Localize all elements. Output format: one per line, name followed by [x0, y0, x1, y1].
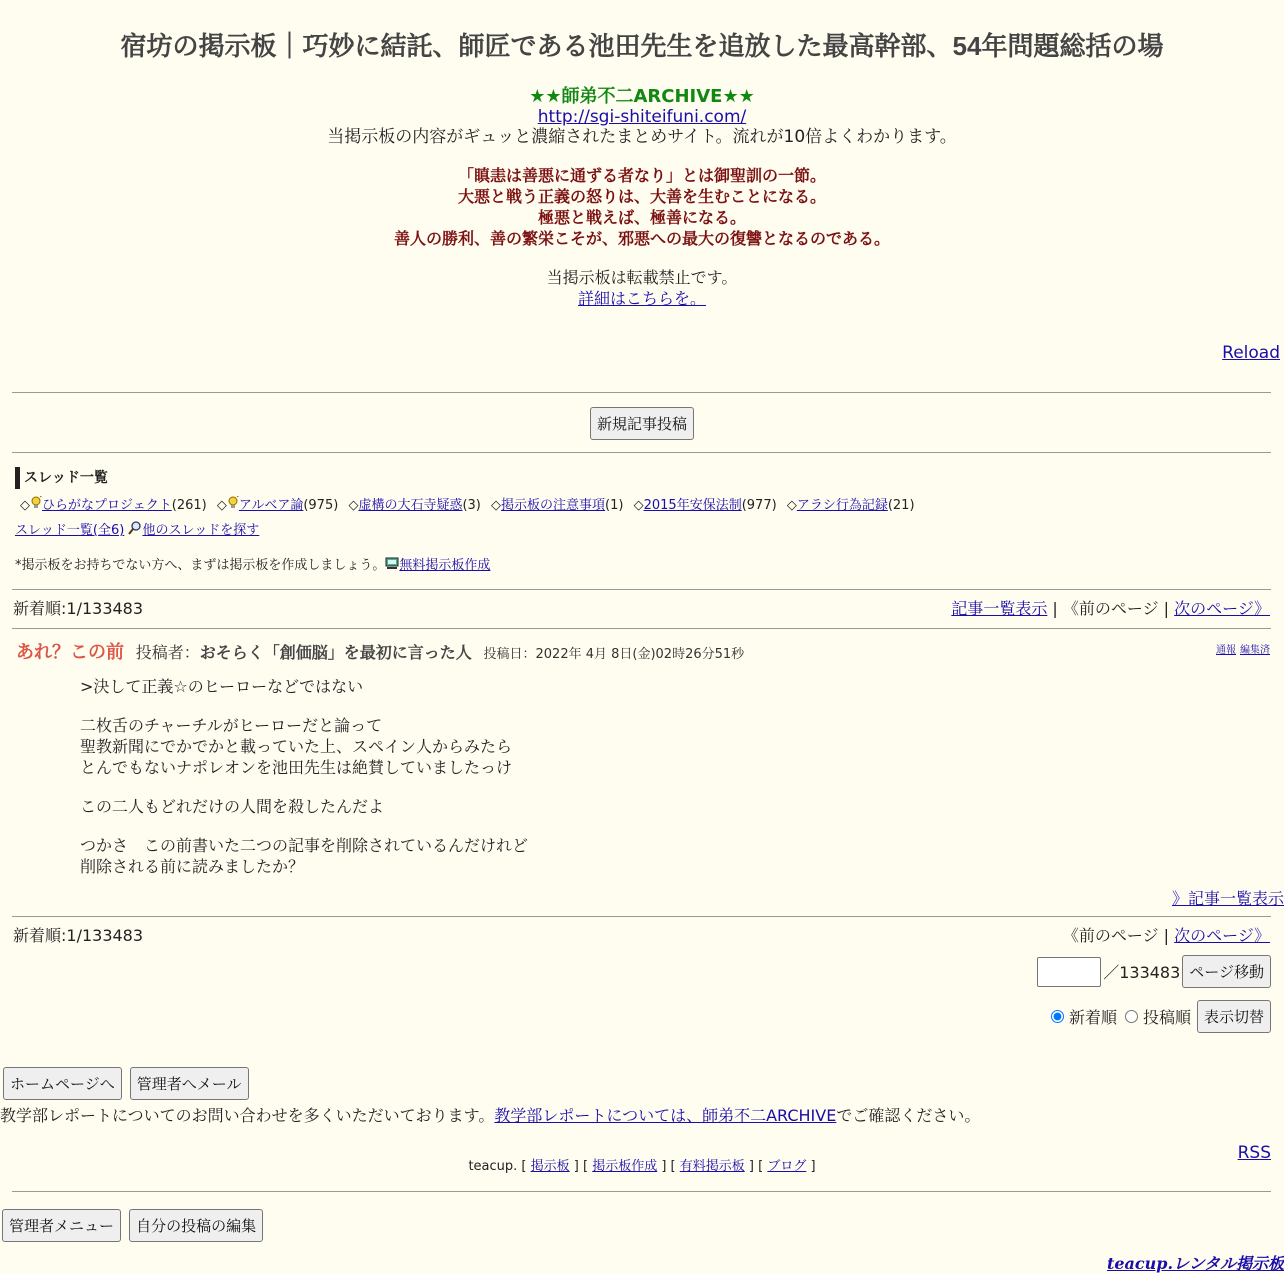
order-post-radio[interactable] — [1125, 1010, 1138, 1023]
thread-link-rules[interactable]: 掲示板の注意事項 — [501, 498, 606, 513]
lightbulb-icon — [227, 496, 239, 510]
quote-line: 善人の勝利、善の繁栄こそが、邪悪への最大の復讐となるのである。 — [393, 229, 890, 248]
admin-mail-button[interactable]: 管理者へメール — [130, 1067, 249, 1100]
page-jump — [1037, 955, 1271, 988]
edit-own-post-button[interactable]: 自分の投稿の編集 — [129, 1209, 263, 1242]
post-header — [16, 642, 744, 666]
free-board-link[interactable]: 無料掲示板作成 — [399, 558, 491, 573]
order-switch: 新着順 投稿順 表示切替 — [1051, 1000, 1271, 1033]
post-paragraph: 二枚舌のチャーチルがヒーローだと論って 聖教新聞にでかでかと載っていた上、スペイン人からみたら とんでもないナポレオンを池田先生は絶賛していましたっけ — [80, 716, 513, 777]
teacup-blog-link[interactable]: ブログ — [767, 1159, 807, 1174]
find-threads-link[interactable]: 他のスレッドを探す — [142, 523, 260, 538]
page-nav-top: 新着順:1/133483 記事一覧表示 | 《前のページ | 次のページ》 — [13, 599, 1270, 618]
thread-list — [20, 496, 921, 516]
post-actions — [1212, 641, 1270, 656]
page-total: ／133483 — [1103, 963, 1181, 982]
repost-notice — [0, 267, 1284, 309]
post-subject: あれ？この前 — [16, 642, 124, 663]
post-paragraph: この二人もどれだけの人間を殺したんだよ — [80, 797, 385, 816]
thread-link-security-law[interactable]: 2015年安保法制 — [643, 498, 742, 513]
page-move-button[interactable]: ページ移動 — [1182, 955, 1271, 988]
divider — [12, 916, 1271, 917]
order-new-radio[interactable] — [1051, 1010, 1064, 1023]
edited-link[interactable]: 編集済 — [1240, 645, 1270, 656]
thread-tools — [15, 521, 259, 541]
order-status: 新着順:1/133483 — [13, 599, 144, 618]
archive-promo — [0, 87, 1284, 147]
free-board-promo: *掲示板をお持ちでない方へ、まずは掲示板を作成しましょう。 無料掲示板作成 — [15, 558, 491, 573]
post-article-list-link[interactable]: 》記事一覧表示 — [1171, 889, 1284, 908]
notice-text: 当掲示板は転載禁止です。 — [546, 268, 738, 287]
post-date: 投稿日：2022年 4月 8日(金)02時26分51秒 — [483, 647, 745, 662]
quote-line: 大悪と戦う正義の怒りは、大善を生むことになる。 — [457, 187, 826, 206]
notice-details-link[interactable]: 詳細はこちらを。 — [577, 289, 706, 308]
divider — [12, 589, 1271, 590]
teacup-board-link[interactable]: 掲示板 — [530, 1159, 570, 1174]
quote-block — [0, 165, 1284, 249]
display-switch-button[interactable]: 表示切替 — [1197, 1000, 1271, 1033]
inquiry-note: 教学部レポートについてのお問い合わせを多くいただいております。教学部レポートについては、師弟不二ARCHIVEでご確認ください。 — [0, 1106, 981, 1125]
thread-item: ◇掲示板の注意事項(1) — [491, 498, 624, 513]
divider — [12, 392, 1271, 393]
prev-page-label: 《前のページ — [1062, 926, 1159, 945]
reload-link[interactable]: Reload — [1222, 343, 1280, 363]
admin-buttons — [2, 1209, 263, 1242]
archive-url-link[interactable]: http://sgi-shiteifuni.com/ — [537, 107, 747, 127]
next-page-link[interactable]: 次のページ》 — [1174, 599, 1270, 618]
divider — [12, 1191, 1271, 1192]
post-paragraph: つかさ この前書いた二つの記事を削除されているんだけれど 削除される前に読みましたか？ — [80, 836, 529, 876]
thread-link-troll-record[interactable]: アラシ行為記録 — [796, 498, 888, 513]
archive-description: 当掲示板の内容がギュッと濃縮されたまとめサイト。流れが10倍よくわかります。 — [327, 127, 957, 147]
magnifier-icon — [128, 521, 142, 535]
computer-icon — [385, 557, 399, 570]
thread-item: ◇2015年安保法制(977) — [633, 498, 777, 513]
teacup-links: teacup. [ 掲示板 ] [ 掲示板作成 ] [ 有料掲示板 ] [ ブログ ] — [468, 1159, 816, 1174]
divider — [12, 452, 1271, 453]
thread-link-hiragana[interactable]: ひらがなプロジェクト — [42, 498, 172, 513]
thread-link-taisekiji[interactable]: 虚構の大石寺疑惑 — [358, 498, 463, 513]
report-link[interactable]: 通報 — [1216, 645, 1236, 656]
post-author: 投稿者：おそらく「創価脳」を最初に言った人 — [135, 643, 472, 662]
thread-link-albea[interactable]: アルベア論 — [238, 498, 304, 513]
page-number-input[interactable] — [1037, 957, 1101, 987]
lightbulb-icon — [30, 496, 42, 510]
page-nav-bottom: 新着順:1/133483 《前のページ | 次のページ》 — [13, 926, 1270, 945]
page-title: 宿坊の掲示板｜巧妙に結託、師匠である池田先生を追放した最高幹部、54年問題総括の場 — [120, 31, 1164, 61]
home-buttons — [3, 1067, 249, 1100]
rss-link[interactable]: RSS — [1237, 1143, 1271, 1163]
teacup-rental-link[interactable]: teacup.レンタル掲示板 — [1106, 1254, 1284, 1273]
prev-page-label: 《前のページ — [1062, 599, 1159, 618]
all-threads-link[interactable]: スレッド一覧(全6) — [15, 523, 125, 538]
quote-line: 極悪と戦えば、極善になる。 — [537, 208, 746, 227]
thread-item: ◇ ひらがなプロジェクト(261) — [20, 498, 207, 513]
teacup-create-link[interactable]: 掲示板作成 — [592, 1159, 658, 1174]
divider — [12, 628, 1271, 629]
archive-title: ★★師弟不二ARCHIVE★★ — [529, 86, 755, 107]
post-paragraph: >決して正義☆のヒーローなどではない — [80, 677, 364, 696]
thread-item: ◇アラシ行為記録(21) — [786, 498, 915, 513]
archive-report-link[interactable]: 教学部レポートについては、師弟不二ARCHIVE — [494, 1106, 837, 1125]
admin-menu-button[interactable]: 管理者メニュー — [2, 1209, 121, 1242]
quote-line: 「瞋恚は善悪に通ずる者なり」とは御聖訓の一節。 — [457, 166, 826, 185]
thread-list-heading: スレッド一覧 — [15, 467, 108, 489]
new-post-button[interactable]: 新規記事投稿 — [590, 407, 694, 440]
homepage-button[interactable]: ホームページへ — [3, 1067, 122, 1100]
post-body — [80, 676, 528, 895]
teacup-paid-link[interactable]: 有料掲示板 — [679, 1159, 745, 1174]
thread-item: ◇ アルベア論(975) — [216, 498, 339, 513]
article-list-link[interactable]: 記事一覧表示 — [951, 599, 1048, 618]
thread-item: ◇虚構の大石寺疑惑(3) — [348, 498, 481, 513]
next-page-link[interactable]: 次のページ》 — [1174, 926, 1270, 945]
order-status: 新着順:1/133483 — [13, 926, 144, 945]
